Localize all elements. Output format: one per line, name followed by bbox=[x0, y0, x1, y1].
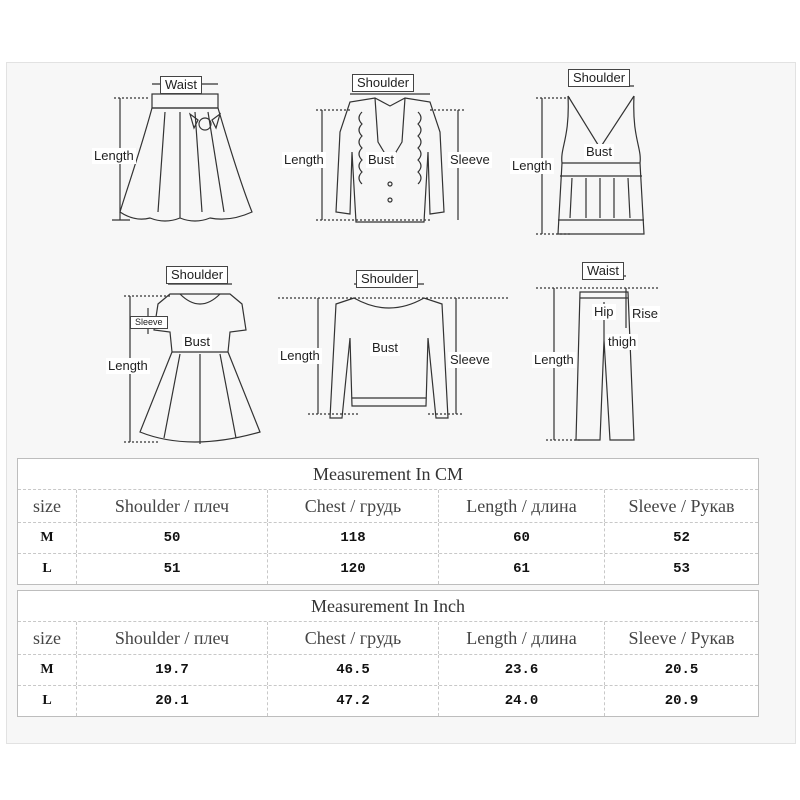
dress-shoulder-label: Shoulder bbox=[166, 266, 228, 284]
pants-waist-label: Waist bbox=[582, 262, 624, 280]
cell-size: L bbox=[18, 686, 77, 716]
header-length: Length / длина bbox=[439, 490, 605, 522]
cell-size: L bbox=[18, 554, 77, 584]
sweater-sleeve-label: Sleeve bbox=[450, 352, 490, 367]
table-row bbox=[18, 554, 758, 584]
pants-thigh-label: thigh bbox=[608, 334, 637, 349]
table-header-row bbox=[18, 490, 758, 523]
jacket-bust-label: Bust bbox=[368, 152, 395, 167]
header-shoulder: Shoulder / плеч bbox=[77, 490, 268, 522]
dress-diagram bbox=[100, 262, 270, 452]
sweater-bust-label: Bust bbox=[372, 340, 399, 355]
tank-bust-label: Bust bbox=[586, 144, 613, 159]
dress-bust-label: Bust bbox=[184, 334, 211, 349]
sweater-shoulder-label: Shoulder bbox=[356, 270, 418, 288]
header-size: size bbox=[18, 622, 77, 654]
dress-sleeve-label: Sleeve bbox=[130, 316, 168, 329]
header-chest: Chest / грудь bbox=[268, 490, 439, 522]
cell-shoulder: 20.1 bbox=[77, 686, 268, 716]
cell-size: M bbox=[18, 523, 77, 553]
table-title: Measurement In CM bbox=[18, 459, 758, 490]
pants-hip-label: Hip bbox=[594, 304, 614, 319]
dress-drawing bbox=[100, 262, 270, 452]
jacket-sleeve-label: Sleeve bbox=[450, 152, 490, 167]
pants-rise-label: Rise bbox=[632, 306, 659, 321]
table-title: Measurement In Inch bbox=[18, 591, 758, 622]
skirt-length-label: Length bbox=[94, 148, 134, 163]
table-row bbox=[18, 686, 758, 716]
header-chest: Chest / грудь bbox=[268, 622, 439, 654]
cell-sleeve: 52 bbox=[673, 530, 690, 546]
skirt-diagram bbox=[90, 72, 270, 242]
cell-shoulder: 51 bbox=[77, 554, 268, 584]
pants-diagram bbox=[530, 262, 680, 447]
jacket-length-label: Length bbox=[284, 152, 324, 167]
measurement-table-inch bbox=[17, 590, 759, 717]
jacket-shoulder-label: Shoulder bbox=[352, 74, 414, 92]
header-size: size bbox=[18, 490, 77, 522]
measurement-table-cm bbox=[17, 458, 759, 585]
cell-sleeve: 20.5 bbox=[664, 662, 699, 678]
header-sleeve: Sleeve / Рукав bbox=[628, 496, 735, 516]
tank-shoulder-label: Shoulder bbox=[568, 69, 630, 87]
dress-length-label: Length bbox=[108, 358, 148, 373]
cell-chest: 47.2 bbox=[268, 686, 439, 716]
cell-length: 60 bbox=[439, 523, 605, 553]
cell-chest: 46.5 bbox=[268, 655, 439, 685]
cell-shoulder: 50 bbox=[77, 523, 268, 553]
tank-length-label: Length bbox=[512, 158, 552, 173]
jacket-diagram bbox=[280, 72, 510, 232]
cell-shoulder: 19.7 bbox=[77, 655, 268, 685]
cell-length: 23.6 bbox=[439, 655, 605, 685]
cell-sleeve: 53 bbox=[673, 561, 690, 577]
table-row bbox=[18, 523, 758, 554]
cell-chest: 120 bbox=[268, 554, 439, 584]
cell-length: 24.0 bbox=[439, 686, 605, 716]
header-shoulder: Shoulder / плеч bbox=[77, 622, 268, 654]
cell-chest: 118 bbox=[268, 523, 439, 553]
cell-size: M bbox=[18, 655, 77, 685]
skirt-waist-label: Waist bbox=[160, 76, 202, 94]
table-header-row bbox=[18, 622, 758, 655]
cell-length: 61 bbox=[439, 554, 605, 584]
cell-sleeve: 20.9 bbox=[664, 693, 699, 709]
tank-diagram bbox=[510, 68, 680, 243]
header-sleeve: Sleeve / Рукав bbox=[628, 628, 735, 648]
pants-length-label: Length bbox=[534, 352, 574, 367]
table-row bbox=[18, 655, 758, 686]
sweater-diagram bbox=[278, 268, 510, 428]
header-length: Length / длина bbox=[439, 622, 605, 654]
sweater-length-label: Length bbox=[280, 348, 320, 363]
